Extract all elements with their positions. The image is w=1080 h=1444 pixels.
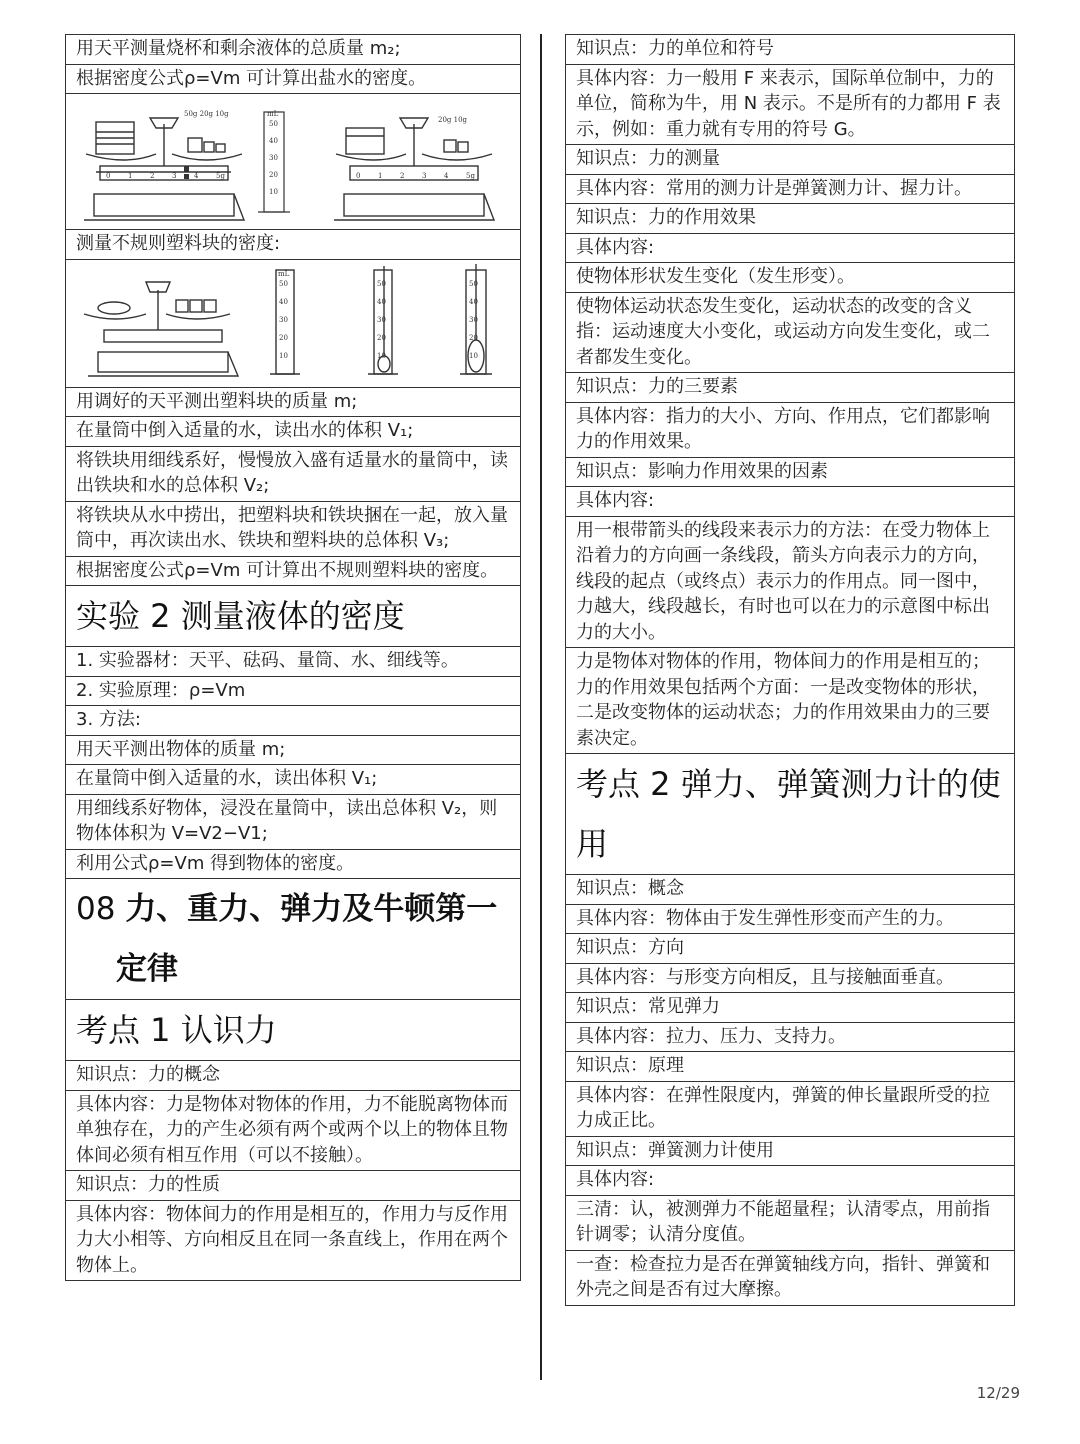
table-row: 知识点：概念 — [566, 874, 1014, 904]
table-row: 具体内容: — [566, 1165, 1014, 1195]
cylinder-tick-label: 20 — [269, 171, 278, 179]
balance-illustration — [66, 94, 519, 228]
table-row: 知识点：力的性质 — [66, 1170, 520, 1200]
cylinder-tick-label: 30 — [279, 315, 288, 324]
scale-tick-label: 1 — [378, 172, 383, 180]
cylinder-tick-label: 20 — [279, 333, 288, 342]
table-row: 具体内容：力一般用 F 来表示，国际单位制中，力的单位，简称为牛，用 N 表示。不是所有的力都用 F 表示，例如：重力就有专用的符号 G。 — [566, 64, 1014, 145]
chapter-heading — [66, 878, 520, 999]
table-row: 测量不规则塑料块的密度: — [66, 229, 520, 259]
section-heading-kaodian-1: 考点 1 认识力 — [66, 999, 520, 1060]
table-row: 具体内容：力是物体对物体的作用，力不能脱离物体而单独存在，力的产生必须有两个或两个以上的物体且物体间必须有相互作用（可以不接触）。 — [66, 1090, 520, 1171]
table-row: 知识点：力的单位和符号 — [566, 34, 1014, 64]
scale-tick-label: 4 — [194, 172, 199, 180]
chapter-title-line2: 定律 — [116, 951, 178, 987]
right-column — [565, 34, 1015, 1306]
table-row: 知识点：影响力作用效果的因素 — [566, 457, 1014, 487]
table-row: 用调好的天平测出塑料块的质量 m; — [66, 387, 520, 417]
scale-tick-label: 5g — [216, 172, 225, 180]
cylinder-tick-label: 30 — [269, 154, 278, 162]
table-row: 具体内容：指力的大小、方向、作用点，它们都影响力的作用效果。 — [566, 402, 1014, 457]
table-row: 3. 方法: — [66, 705, 520, 735]
scale-tick-label: 0 — [106, 172, 111, 180]
table-row: 具体内容：拉力、压力、支持力。 — [566, 1022, 1014, 1052]
cylinder-tick-label: 10 — [269, 188, 278, 196]
table-row: 知识点：力的测量 — [566, 144, 1014, 174]
table-row: 具体内容：物体间力的作用是相互的，作用力与反作用力大小相等、方向相反且在同一条直线上，作用在两个物体上。 — [66, 1200, 520, 1282]
table-row: 三清：认，被测弹力不能超量程；认清零点，用前指针调零；认清分度值。 — [566, 1195, 1014, 1250]
table-row: 知识点：原理 — [566, 1051, 1014, 1081]
table-row: 1. 实验器材：天平、砝码、量筒、水、细线等。 — [66, 646, 520, 676]
table-row: 用天平测出物体的质量 m; — [66, 735, 520, 765]
cylinder-tick-label: 10 — [469, 351, 478, 360]
chapter-number: 08 — [76, 891, 116, 927]
table-row: 使物体形状发生变化（发生形变）。 — [566, 262, 1014, 292]
table-row: 具体内容：物体由于发生弹性形变而产生的力。 — [566, 904, 1014, 934]
table-row: 根据密度公式ρ=Vm 可计算出不规则塑料块的密度。 — [66, 556, 520, 586]
table-row: 知识点：弹簧测力计使用 — [566, 1136, 1014, 1166]
table-row: 用一根带箭头的线段来表示力的方法：在受力物体上沿着力的方向画一条线段，箭头方向表示力的方向，线段的起点（或终点）表示力的作用点。同一图中，力越大，线段越长，有时也可以在力的示意图中标出力的大小。 — [566, 516, 1014, 648]
scale-tick-label: 5g — [466, 172, 475, 180]
table-row: 在量筒中倒入适量的水，读出体积 V₁; — [66, 764, 520, 794]
cylinder-tick-label: 20 — [469, 333, 478, 342]
table-row: 知识点：力的作用效果 — [566, 203, 1014, 233]
table-row: 具体内容: — [566, 233, 1014, 263]
cylinder-unit: mL — [267, 110, 279, 118]
cylinder-tick-label: 50 — [469, 279, 478, 288]
table-row: 具体内容：在弹性限度内，弹簧的伸长量跟所受的拉力成正比。 — [566, 1081, 1014, 1136]
scale-tick-label: 1 — [128, 172, 133, 180]
table-row: 知识点：常见弹力 — [566, 992, 1014, 1022]
cylinder-tick-label: 40 — [469, 297, 478, 306]
table-row: 知识点：力的概念 — [66, 1060, 520, 1090]
left-column — [65, 34, 521, 1281]
cylinder-tick-label: 30 — [377, 315, 386, 324]
section-heading-experiment-2: 实验 2 测量液体的密度 — [66, 585, 520, 646]
table-row: 根据密度公式ρ=Vm 可计算出盐水的密度。 — [66, 64, 520, 94]
plastic-block-illustration — [66, 260, 519, 386]
table-row: 将铁块从水中捞出，把塑料块和铁块捆在一起，放入量筒中，再次读出水、铁块和塑料块的总体积 V₃; — [66, 501, 520, 556]
section-heading-kaodian-2: 考点 2 弹力、弹簧测力计的使用 — [566, 753, 1014, 874]
scale-tick-label: 2 — [150, 172, 155, 180]
figure-balance-graduated-cylinder — [66, 93, 520, 229]
weights-label-b: 20g 10g — [438, 116, 468, 124]
column-divider — [540, 34, 542, 1380]
cylinder-tick-label: 10 — [279, 351, 288, 360]
cylinder-tick-label: 40 — [279, 297, 288, 306]
page-number: 12/29 — [976, 1384, 1020, 1402]
cylinder-tick-label: 40 — [269, 137, 278, 145]
table-row: 利用公式ρ=Vm 得到物体的密度。 — [66, 849, 520, 879]
cylinder-tick-label: 10 — [377, 351, 386, 360]
table-row: 力是物体对物体的作用，物体间力的作用是相互的；力的作用效果包括两个方面：一是改变物体的形状，二是改变物体的运动状态；力的作用效果由力的三要素决定。 — [566, 647, 1014, 753]
table-row: 一查：检查拉力是否在弹簧轴线方向，指针、弹簧和外壳之间是否有过大摩擦。 — [566, 1250, 1014, 1306]
figure-plastic-block-measurement — [66, 259, 520, 387]
scale-tick-label: 3 — [172, 172, 177, 180]
table-row: 知识点：方向 — [566, 933, 1014, 963]
weights-label-a: 50g 20g 10g — [184, 110, 229, 118]
scale-tick-label: 2 — [400, 172, 405, 180]
table-row: 具体内容: — [566, 486, 1014, 516]
table-row: 2. 实验原理：ρ=Vm — [66, 676, 520, 706]
cylinder-tick-label: 30 — [469, 315, 478, 324]
cylinder-unit: mL — [278, 269, 290, 278]
cylinder-tick-label: 40 — [377, 297, 386, 306]
scale-tick-label: 4 — [444, 172, 449, 180]
table-row: 使物体运动状态发生变化，运动状态的改变的含义指：运动速度大小变化，或运动方向发生变化，或二者都发生变化。 — [566, 292, 1014, 373]
cylinder-tick-label: 50 — [279, 279, 288, 288]
scale-tick-label: 0 — [356, 172, 361, 180]
cylinder-tick-label: 50 — [269, 120, 278, 128]
table-row: 用天平测量烧杯和剩余液体的总质量 m₂; — [66, 34, 520, 64]
table-row: 具体内容：与形变方向相反，且与接触面垂直。 — [566, 963, 1014, 993]
chapter-title: 力、重力、弹力及牛顿第一 — [125, 891, 498, 927]
table-row: 在量筒中倒入适量的水，读出水的体积 V₁; — [66, 416, 520, 446]
table-row: 用细线系好物体，浸没在量筒中，读出总体积 V₂，则物体体积为 V=V2−V1; — [66, 794, 520, 849]
cylinder-tick-label: 20 — [377, 333, 386, 342]
scale-tick-label: 3 — [422, 172, 427, 180]
table-row: 知识点：力的三要素 — [566, 372, 1014, 402]
table-row: 具体内容：常用的测力计是弹簧测力计、握力计。 — [566, 174, 1014, 204]
cylinder-tick-label: 50 — [377, 279, 386, 288]
table-row: 将铁块用细线系好，慢慢放入盛有适量水的量筒中，读出铁块和水的总体积 V₂; — [66, 446, 520, 501]
